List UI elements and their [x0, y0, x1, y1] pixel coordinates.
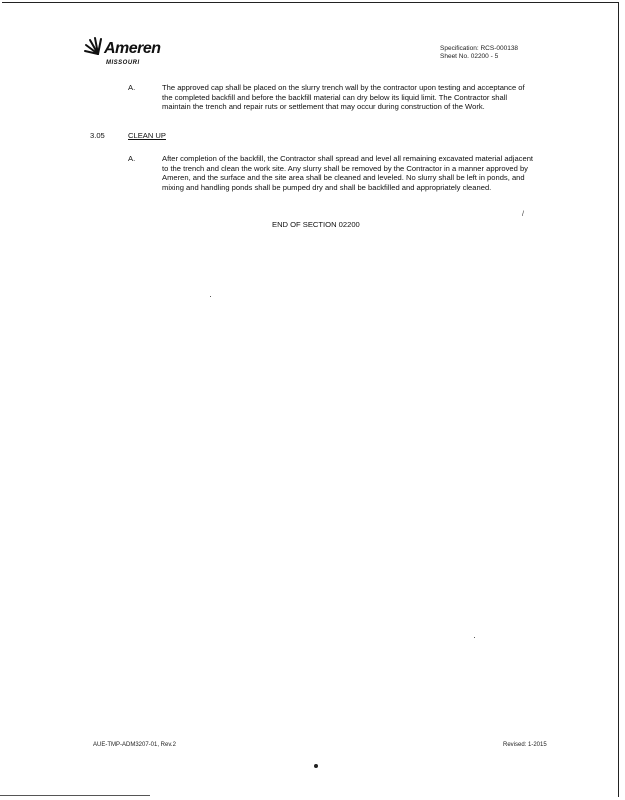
bottom-edge-line [0, 795, 150, 796]
ameren-logo [84, 36, 164, 76]
bullet-dot [314, 764, 318, 768]
spec-block [440, 45, 518, 61]
end-of-section: END OF SECTION 02200 [272, 220, 360, 229]
page-border [2, 2, 619, 797]
footer-template-id: AUE-TMP-ADM3207-01, Rev.2 [93, 742, 176, 748]
sun-burst-icon [84, 36, 106, 58]
logo-subtitle: MISSOURI [106, 60, 140, 66]
item-letter: A. [128, 154, 136, 163]
section-number: 3.05 [90, 131, 105, 140]
stray-mark: / [522, 211, 524, 218]
item-letter: A. [128, 83, 136, 92]
section-title: CLEAN UP [128, 131, 166, 140]
spec-number: Specification: RCS-000138 [440, 45, 519, 52]
scan-speck [474, 637, 475, 638]
scan-speck [210, 296, 211, 297]
logo-brand: Ameren [104, 40, 161, 57]
item-paragraph: The approved cap shall be placed on the slurry trench wall by the contractor upon testing and acceptance of the completed backfill and before the backfill material can dry below its liquid limit. The Contractor shall maintain the trench and repair ruts or settlement that may occur during construction of the Work. [162, 83, 525, 111]
item-paragraph: After completion of the backfill, the Contractor shall spread and level all remaining excavated material adjacent to the trench and clean the work site. Any slurry shall be removed by the Contractor in a manner approved by Ameren, and the surface and the site area shall be cleaned and leveled. No slurry shall be left in ponds, and mixing and handling ponds shall be pumped dry and shall be backfilled and appropriately cleaned. [162, 154, 534, 192]
sheet-number: Sheet No. 02200 - 5 [440, 53, 499, 60]
footer-revision: Revised: 1-2015 [503, 742, 547, 748]
